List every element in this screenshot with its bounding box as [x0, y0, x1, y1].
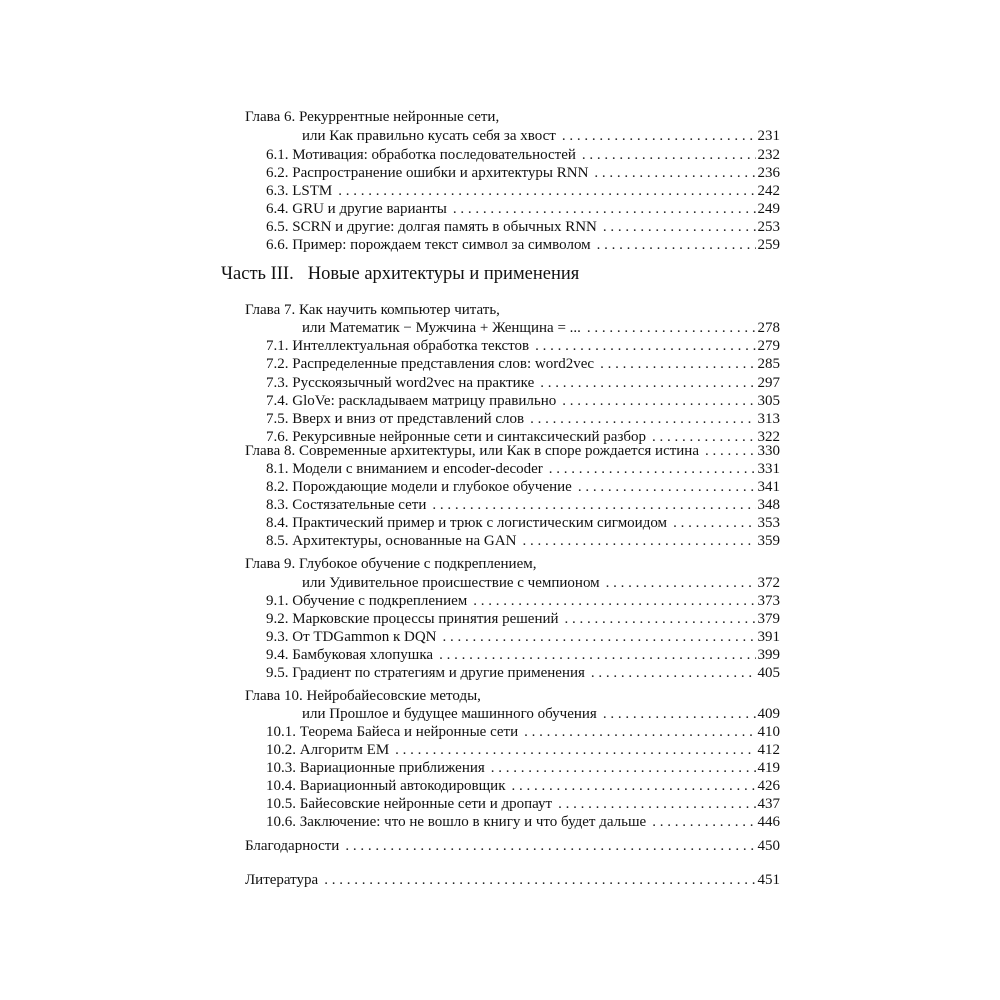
toc-entry-label: 6.2. Распространение ошибки и архитектуры RNN: [266, 165, 589, 181]
toc-entry-label: 10.3. Вариационные приближения: [266, 760, 485, 776]
dot-leader: [705, 442, 756, 461]
acknowledgements-entry[interactable]: [245, 837, 780, 856]
toc-entry-page: 426: [757, 778, 780, 794]
toc-entry-label: 7.3. Русскоязычный word2vec на практике: [266, 375, 535, 391]
toc-entry[interactable]: [266, 496, 780, 515]
toc-entry-page: 359: [757, 533, 780, 549]
toc-entry-label: 9.5. Градиент по стратегиям и другие применения: [266, 665, 585, 681]
chapter-10-subtitle: или Прошлое и будущее машинного обучения: [302, 706, 597, 722]
toc-entry[interactable]: [266, 182, 780, 201]
dot-leader: [324, 871, 755, 890]
toc-entry-page: 412: [757, 742, 780, 758]
dot-leader: [606, 574, 756, 593]
toc-entry-page: 253: [757, 219, 780, 235]
toc-entry[interactable]: [266, 628, 780, 647]
toc-entry-label: 10.5. Байесовские нейронные сети и дропаут: [266, 796, 553, 812]
toc-entry[interactable]: [266, 592, 780, 611]
toc-entry[interactable]: [266, 410, 780, 429]
dot-leader: [549, 460, 756, 479]
toc-entry-page: 379: [757, 611, 780, 627]
dot-leader: [395, 741, 755, 760]
toc-entry[interactable]: [266, 374, 780, 393]
toc-entry-label: 7.6. Рекурсивные нейронные сети и синтаксический разбор: [266, 429, 647, 445]
toc-entry-page: 236: [757, 165, 780, 181]
toc-entry[interactable]: [266, 646, 780, 665]
toc-entry[interactable]: [266, 777, 780, 796]
toc-entry[interactable]: [266, 236, 780, 255]
toc-entry-label: 6.6. Пример: порождаем текст символ за символом: [266, 237, 591, 253]
dot-leader: [453, 200, 756, 219]
chapter-9-title: Глава 9. Глубокое обучение с подкреплением,: [245, 556, 537, 572]
toc-entry[interactable]: [266, 355, 780, 374]
acknowledgements-page: 450: [757, 838, 780, 854]
toc-entry-page: 391: [757, 629, 780, 645]
toc-entry-page: 437: [757, 796, 780, 812]
toc-entry-label: 6.4. GRU и другие варианты: [266, 201, 447, 217]
toc-entry-page: 341: [757, 479, 780, 495]
dot-leader: [522, 532, 755, 551]
toc-entry-label: 6.5. SCRN и другие: долгая память в обычных RNN: [266, 219, 597, 235]
toc-entry-page: 313: [757, 411, 780, 427]
toc-entry-label: 10.6. Заключение: что не вошло в книгу и что будет дальше: [266, 814, 647, 830]
literature-page: 451: [757, 872, 780, 888]
dot-leader: [603, 705, 756, 724]
dot-leader: [591, 664, 756, 683]
dot-leader: [597, 236, 756, 255]
dot-leader: [443, 628, 756, 647]
dot-leader: [439, 646, 755, 665]
chapter-8-title-line[interactable]: [245, 442, 780, 461]
toc-entry-label: 10.1. Теорема Байеса и нейронные сети: [266, 724, 519, 740]
toc-entry[interactable]: [266, 478, 780, 497]
acknowledgements-label: Благодарности: [245, 838, 340, 854]
chapter-7-title: Глава 7. Как научить компьютер читать,: [245, 302, 500, 318]
toc-entry-page: 242: [757, 183, 780, 199]
toc-entry-label: 8.2. Порождающие модели и глубокое обучение: [266, 479, 572, 495]
toc-entry-page: 331: [757, 461, 780, 477]
part-3-title: Новые архитектуры и применения: [307, 264, 580, 284]
chapter-10-page: 409: [757, 706, 780, 722]
dot-leader: [603, 218, 756, 237]
toc-entry-label: 7.1. Интеллектуальная обработка текстов: [266, 338, 530, 354]
toc-entry-page: 297: [757, 375, 780, 391]
toc-entry[interactable]: [266, 723, 780, 742]
toc-entry[interactable]: [266, 218, 780, 237]
toc-entry-label: 10.2. Алгоритм EM: [266, 742, 390, 758]
dot-leader: [338, 182, 755, 201]
chapter-6-title: Глава 6. Рекуррентные нейронные сети,: [245, 109, 500, 125]
toc-entry-label: 7.2. Распределенные представления слов: word2vec: [266, 356, 595, 372]
dot-leader: [578, 478, 756, 497]
dot-leader: [535, 337, 755, 356]
toc-entry[interactable]: [266, 813, 780, 832]
dot-leader: [473, 592, 755, 611]
toc-entry[interactable]: [266, 146, 780, 165]
toc-entry-page: 399: [757, 647, 780, 663]
dot-leader: [530, 410, 755, 429]
chapter-10-title: Глава 10. Нейробайесовские методы,: [245, 688, 481, 704]
dot-leader: [558, 795, 755, 814]
dot-leader: [491, 759, 756, 778]
dot-leader: [673, 514, 755, 533]
toc-entry-page: 259: [757, 237, 780, 253]
dot-leader: [587, 319, 756, 338]
toc-entry-label: 8.5. Архитектуры, основанные на GAN: [266, 533, 517, 549]
toc-entry[interactable]: [266, 759, 780, 778]
toc-entry-label: 9.4. Бамбуковая хлопушка: [266, 647, 434, 663]
toc-entry-label: 9.3. От TDGammon к DQN: [266, 629, 437, 645]
dot-leader: [652, 813, 755, 832]
chapter-7-page: 278: [757, 320, 780, 336]
toc-entry-label: 8.4. Практический пример и трюк с логистическим сигмоидом: [266, 515, 668, 531]
toc-entry-label: 6.1. Мотивация: обработка последовательностей: [266, 147, 576, 163]
chapter-9-subtitle-line[interactable]: [302, 574, 780, 593]
chapter-9-subtitle: или Удивительное происшествие с чемпионом: [302, 575, 600, 591]
toc-entry-page: 446: [757, 814, 780, 830]
toc-entry-label: 9.2. Марковские процессы принятия решений: [266, 611, 559, 627]
chapter-6-page: 231: [757, 128, 780, 144]
toc-entry[interactable]: [266, 741, 780, 760]
chapter-9-page: 372: [757, 575, 780, 591]
toc-entry-page: 322: [757, 429, 780, 445]
chapter-6-subtitle: или Как правильно кусать себя за хвост: [302, 128, 556, 144]
chapter-7-subtitle-line[interactable]: [302, 319, 780, 338]
dot-leader: [345, 837, 755, 856]
toc-entry-page: 279: [757, 338, 780, 354]
toc-entry-page: 405: [757, 665, 780, 681]
toc-entry-page: 249: [757, 201, 780, 217]
dot-leader: [540, 374, 755, 393]
part-3-heading: [221, 262, 579, 286]
literature-label: Литература: [245, 872, 319, 888]
toc-entry-label: 7.5. Вверх и вниз от представлений слов: [266, 411, 525, 427]
chapter-6-subtitle-line[interactable]: [302, 127, 780, 146]
toc-entry[interactable]: [266, 200, 780, 219]
chapter-8-page: 330: [757, 443, 780, 459]
chapter-8-title: Глава 8. Современные архитектуры, или Как в споре рождается истина: [245, 443, 699, 459]
toc-entry-page: 305: [757, 393, 780, 409]
toc-entry-label: 8.1. Модели с вниманием и encoder-decoder: [266, 461, 543, 477]
toc-entry-page: 353: [757, 515, 780, 531]
dot-leader: [524, 723, 755, 742]
chapter-10-subtitle-line[interactable]: [302, 705, 780, 724]
toc-entry-label: 10.4. Вариационный автокодировщик: [266, 778, 506, 794]
toc-entry-page: 373: [757, 593, 780, 609]
toc-entry-page: 348: [757, 497, 780, 513]
toc-entry-page: 410: [757, 724, 780, 740]
toc-entry-page: 285: [757, 356, 780, 372]
dot-leader: [562, 127, 756, 146]
dot-leader: [432, 496, 755, 515]
part-3-label: Часть III.: [221, 264, 294, 284]
toc-entry-label: 9.1. Обучение с подкреплением: [266, 593, 468, 609]
toc-entry-label: 8.3. Состязательные сети: [266, 497, 427, 513]
toc-entry[interactable]: [266, 514, 780, 533]
dot-leader: [565, 610, 756, 629]
toc-entry-label: 6.3. LSTM: [266, 183, 333, 199]
toc-entry[interactable]: [266, 164, 780, 183]
dot-leader: [594, 164, 755, 183]
dot-leader: [582, 146, 756, 165]
literature-entry[interactable]: [245, 871, 780, 890]
toc-entry[interactable]: [266, 532, 780, 551]
toc-entry[interactable]: [266, 460, 780, 479]
toc-entry[interactable]: [266, 795, 780, 814]
chapter-7-subtitle: или Математик − Мужчина + Женщина = ...: [302, 320, 581, 336]
toc-entry[interactable]: [266, 337, 780, 356]
dot-leader: [600, 355, 755, 374]
toc-entry[interactable]: [266, 392, 780, 411]
dot-leader: [562, 392, 755, 411]
toc-entry[interactable]: [266, 664, 780, 683]
toc-entry-label: 7.4. GloVe: раскладываем матрицу правильно: [266, 393, 557, 409]
dot-leader: [512, 777, 756, 796]
toc-entry-page: 232: [757, 147, 780, 163]
toc-entry[interactable]: [266, 610, 780, 629]
toc-entry-page: 419: [757, 760, 780, 776]
